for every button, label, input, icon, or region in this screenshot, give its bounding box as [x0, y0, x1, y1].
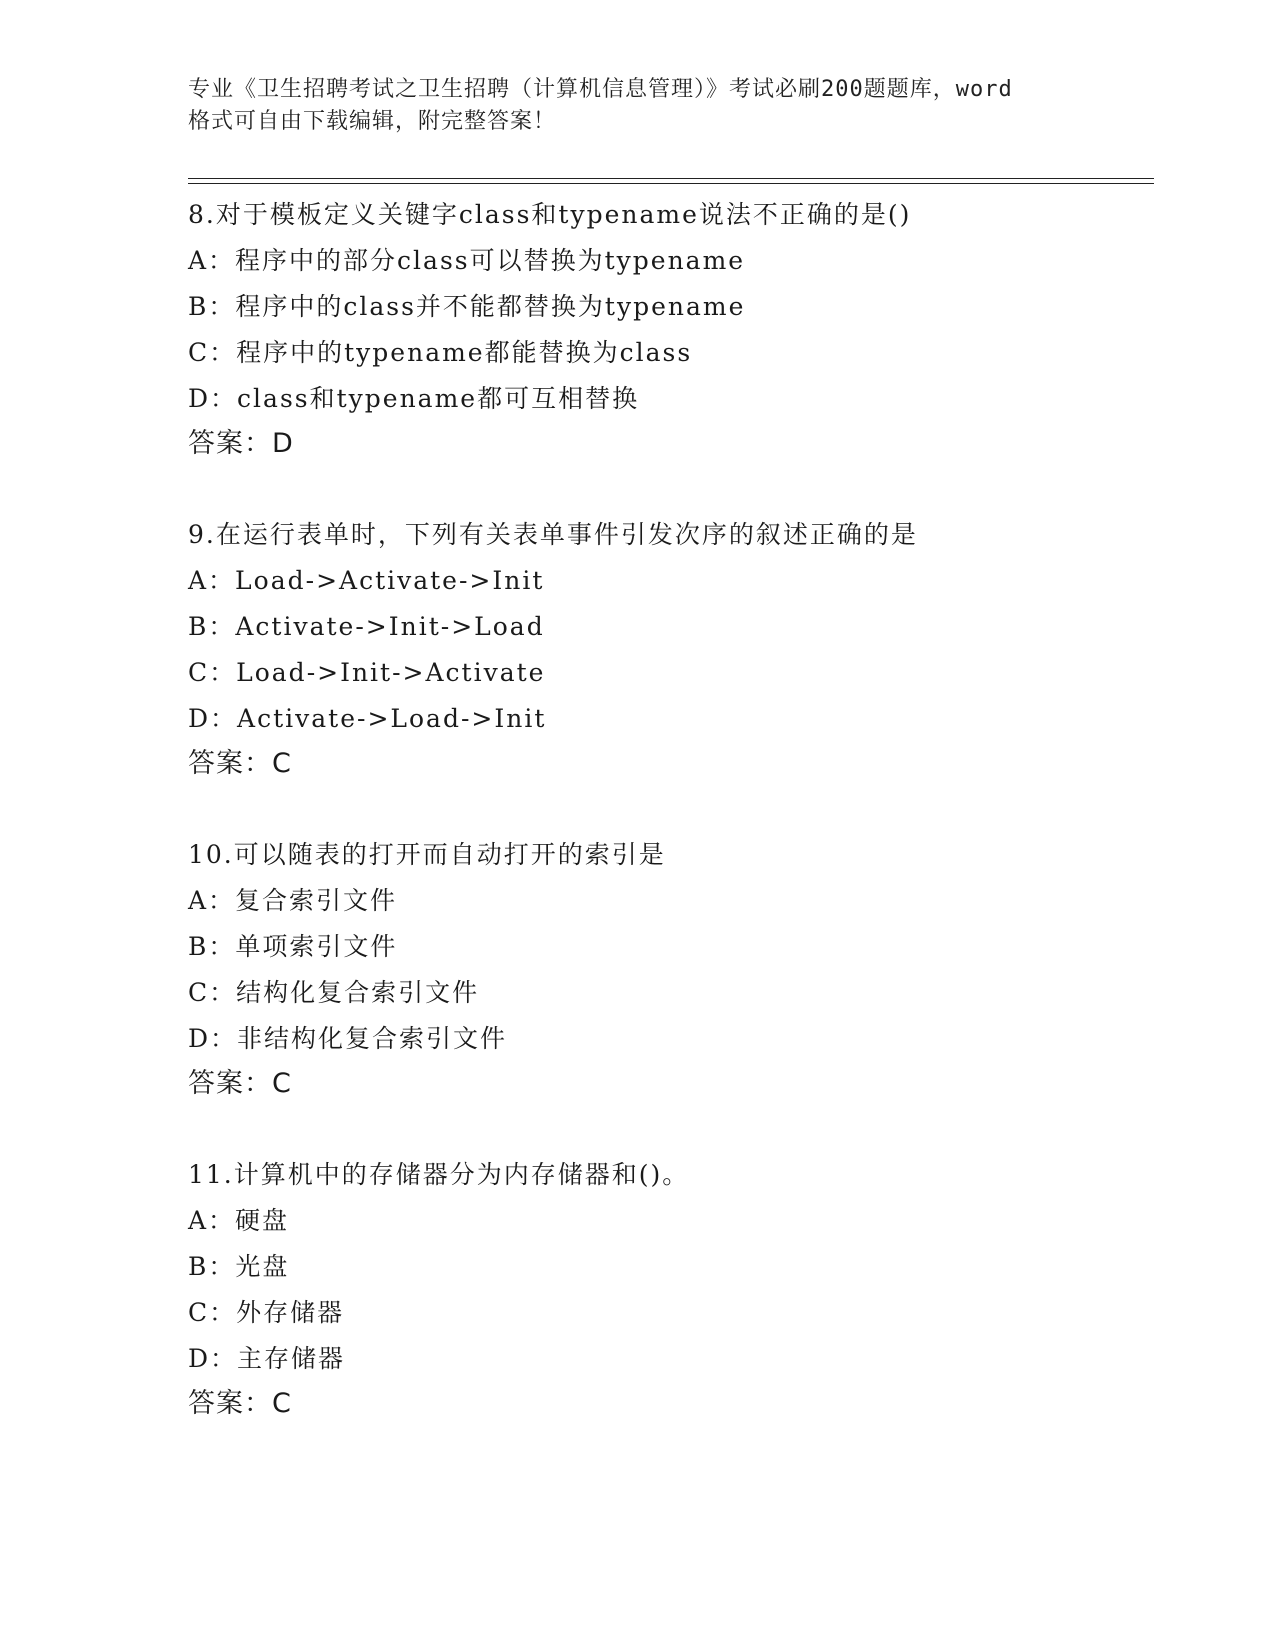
answer-line: 答案：C — [188, 1388, 292, 1419]
option-d: D：主存储器 — [188, 1344, 346, 1373]
question-11 — [188, 1152, 1154, 1426]
option-c: C：外存储器 — [188, 1298, 345, 1327]
question-list — [188, 192, 1154, 1426]
header-divider-bottom — [188, 183, 1154, 184]
option-b: B：光盘 — [188, 1252, 290, 1281]
answer-line: 答案：D — [188, 428, 294, 459]
question-stem: 9.在运行表单时，下列有关表单事件引发次序的叙述正确的是 — [188, 520, 918, 549]
option-d: D：Activate->Load->Init — [188, 704, 547, 733]
header-divider-top — [188, 178, 1154, 179]
question-8 — [188, 192, 1154, 466]
option-a: A：程序中的部分class可以替换为typename — [188, 246, 746, 275]
answer-line: 答案：C — [188, 1068, 292, 1099]
question-stem: 8.对于模板定义关键字class和typename说法不正确的是() — [188, 200, 912, 229]
option-c: C：结构化复合索引文件 — [188, 978, 480, 1007]
document-header: 专业《卫生招聘考试之卫生招聘（计算机信息管理）》考试必刷200题题库，word 格式可自由下载编辑，附完整答案！ — [188, 77, 1013, 134]
question-stem: 10.可以随表的打开而自动打开的索引是 — [188, 840, 666, 869]
option-d: D：class和typename都可互相替换 — [188, 384, 640, 413]
option-c: C：程序中的typename都能替换为class — [188, 338, 693, 367]
question-9 — [188, 512, 1154, 786]
option-a: A：硬盘 — [188, 1206, 290, 1235]
answer-line: 答案：C — [188, 748, 292, 779]
option-a: A：复合索引文件 — [188, 886, 398, 915]
question-10 — [188, 832, 1154, 1106]
option-b: B：单项索引文件 — [188, 932, 398, 961]
option-a: A：Load->Activate->Init — [188, 566, 545, 595]
option-c: C：Load->Init->Activate — [188, 658, 546, 687]
option-d: D：非结构化复合索引文件 — [188, 1024, 508, 1053]
option-b: B：Activate->Init->Load — [188, 612, 545, 641]
option-b: B：程序中的class并不能都替换为typename — [188, 292, 746, 321]
question-stem: 11.计算机中的存储器分为内存储器和()。 — [188, 1160, 690, 1189]
